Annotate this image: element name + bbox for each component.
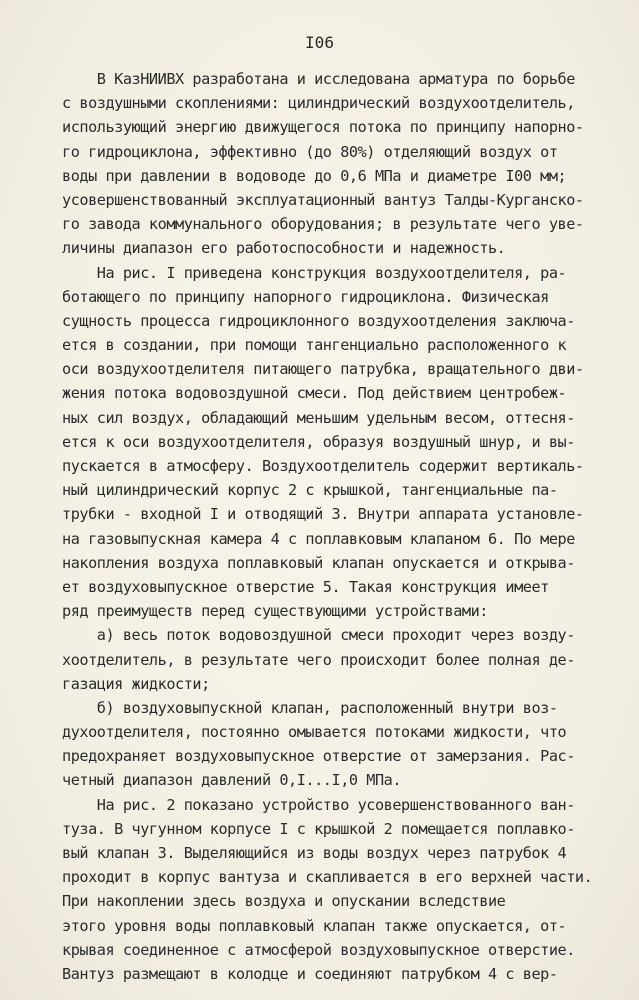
text-line: В КазНИИВХ разработана и исследована арматура по борьбе (62, 70, 575, 88)
text-line: На рис. 2 показано устройство усовершенствованного ван- (62, 795, 575, 814)
text-line: ряд преимуществ перед существующими устройствами: (62, 602, 488, 621)
text-line: ный цилиндрический корпус 2 с крышкой, тангенциальные па- (62, 481, 558, 500)
page-number: I06 (305, 33, 334, 52)
text-line: на газовыпускная камера 4 с поплавковым клапаном 6. По мере (62, 529, 575, 548)
text-line: жения потока водовоздушной смеси. Под действием центробеж- (62, 384, 567, 403)
text-line: На рис. I приведена конструкция воздухоотделителя, ра- (62, 263, 567, 282)
text-line: предохраняет воздуховыпускное отверстие от замерзания. Рас- (62, 747, 575, 766)
text-line: духоотделителя, постоянно омывается потоками жидкости, что (62, 723, 567, 742)
text-line: го гидроциклона, эффективно (до 80%) отделяющий воздух от (62, 142, 558, 161)
text-line: хоотделитель, в результате чего происходит более полная де- (62, 650, 575, 669)
text-line: крывая соединенное с атмосферой воздуховыпускное отверстие. (62, 940, 575, 959)
text-line: накопления воздуха поплавковый клапан опускается и открыва- (62, 553, 575, 572)
text-line: четный диапазон давлений 0,I...I,0 МПа. (62, 771, 402, 790)
text-line: ет воздуховыпускное отверстие 5. Такая конструкция имеет (62, 577, 549, 596)
text-line: трубки - входной I и отводящий 3. Внутри аппарата установле- (62, 505, 584, 524)
text-line: проходит в корпус вантуза и скапливается в его верхней части. (62, 868, 593, 887)
text-line: ется к оси воздухоотделителя, образуя воздушный шнур, и вы- (62, 432, 575, 451)
text-line: ботающего по принципу напорного гидроциклона. Физическая (62, 287, 549, 306)
text-line: использующий энергию движущегося потока по принципу напорно- (62, 118, 584, 137)
text-line: оси воздухоотделителя питающего патрубка, вращательного дви- (62, 360, 584, 379)
text-line: туза. В чугунном корпусе I с крышкой 2 помещается поплавко- (62, 819, 575, 838)
text-line: При накоплении здесь воздуха и опускании вследствие (62, 892, 506, 911)
text-line: ных сил воздух, обладающий меньшим удельным весом, оттесня- (62, 408, 575, 427)
text-line: Вантуз размещают в колодце и соединяют патрубком 4 с вер- (62, 964, 558, 983)
text-line: усовершенствованный эксплуатационный вантуз Талды-Курганско- (62, 190, 584, 209)
text-line: пускается в атмосферу. Воздухоотделитель содержит вертикаль- (62, 457, 584, 475)
text-line: с воздушными скоплениями: цилиндрический воздухоотделитель, (62, 94, 575, 113)
text-line: личины диапазон его работоспособности и надежность. (62, 239, 506, 258)
text-line: вый клапан 3. Выделяющийся из воды воздух через патрубок 4 (62, 844, 567, 862)
text-line: этого уровня воды поплавковый клапан также опускается, от- (62, 916, 567, 935)
text-line: воды при давлении в водоводе до 0,6 МПа и диаметре I00 мм; (62, 166, 567, 185)
text-line: ется в создании, при помощи тангенциально расположенного к (62, 336, 567, 355)
text-line: сущность процесса гидроциклонного воздухоотделения заключа- (62, 311, 575, 330)
text-line: а) весь поток водовоздушной смеси проходит через возду- (62, 626, 575, 645)
text-line: го завода коммунального оборудования; в результате чего уве- (62, 215, 584, 234)
text-line: б) воздуховыпускной клапан, расположенный внутри воз- (62, 698, 558, 717)
text-line: газация жидкости; (62, 674, 210, 693)
body-text (62, 67, 622, 986)
